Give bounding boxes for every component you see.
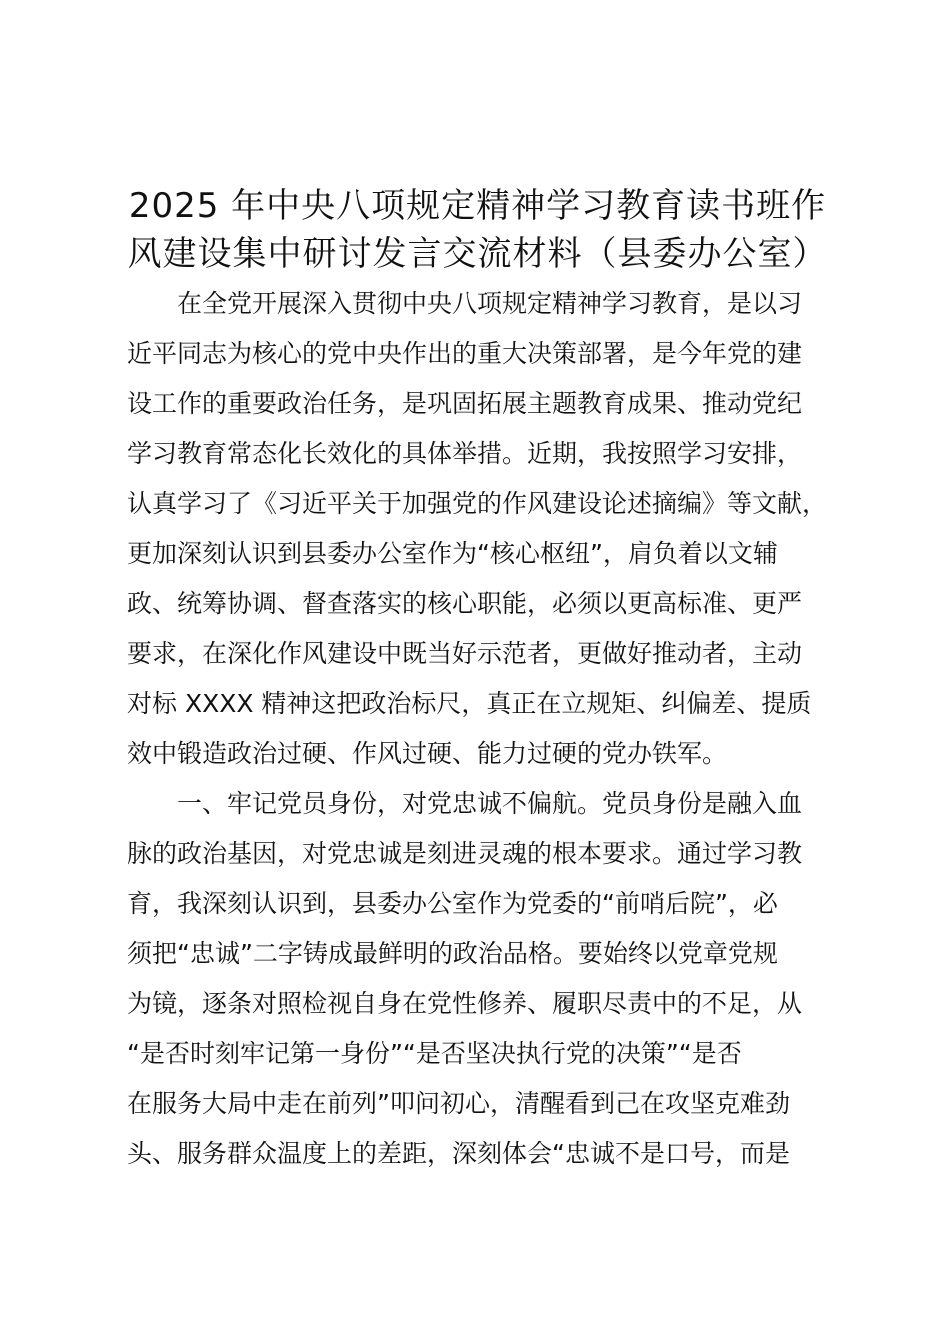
body-line: 认真学习了《习近平关于加强党的作风建设论述摘编》等文献， [127,489,828,518]
body-line: 更加深刻认识到县委办公室作为“核心枢纽”，肩负着以文辅 [127,539,778,568]
body-line: 脉的政治基因，对党忠诚是刻进灵魂的根本要求。通过学习教 [127,839,803,868]
body-line: 一、牢记党员身份，对党忠诚不偏航。党员身份是融入血 [127,789,803,818]
body-line: 政、统筹协调、督查落实的核心职能，必须以更高标准、更严 [127,589,803,618]
body-line: “是否时刻牢记第一身份”“是否坚决执行党的决策”“是否 [127,1039,742,1068]
body-line: 在全党开展深入贯彻中央八项规定精神学习教育，是以习 [127,289,803,318]
body-line: 要求，在深化作风建设中既当好示范者，更做好推动者，主动 [127,639,803,668]
body-line: 对标 XXXX 精神这把政治标尺，真正在立规矩、纠偏差、提质 [127,689,812,718]
document-title [110,182,845,278]
title-line-2: 风建设集中研讨发言交流材料（县委办公室） [127,234,828,274]
body-line: 在服务大局中走在前列”叩问初心，清醒看到己在攻坚克难劲 [127,1089,790,1118]
body-line: 为镜，逐条对照检视自身在党性修养、履职尽责中的不足，从 [127,989,803,1018]
body-line: 近平同志为核心的党中央作出的重大决策部署，是今年党的建 [127,339,803,368]
body-line: 设工作的重要政治任务，是巩固拓展主题教育成果、推动党纪 [127,389,803,418]
body-line: 头、服务群众温度上的差距，深刻体会“忠诚不是口号，而是 [127,1139,790,1168]
body-line: 须把“忠诚”二字铸成最鲜明的政治品格。要始终以党章党规 [127,939,778,968]
body-line: 效中锻造政治过硬、作风过硬、能力过硬的党办铁军。 [127,739,728,768]
body-line: 学习教育常态化长效化的具体举措。近期，我按照学习安排， [127,439,803,468]
title-line-1: 2025 年中央八项规定精神学习教育读书班作 [128,186,827,226]
body-line: 育，我深刻认识到，县委办公室作为党委的“前哨后院”，必 [127,889,778,918]
